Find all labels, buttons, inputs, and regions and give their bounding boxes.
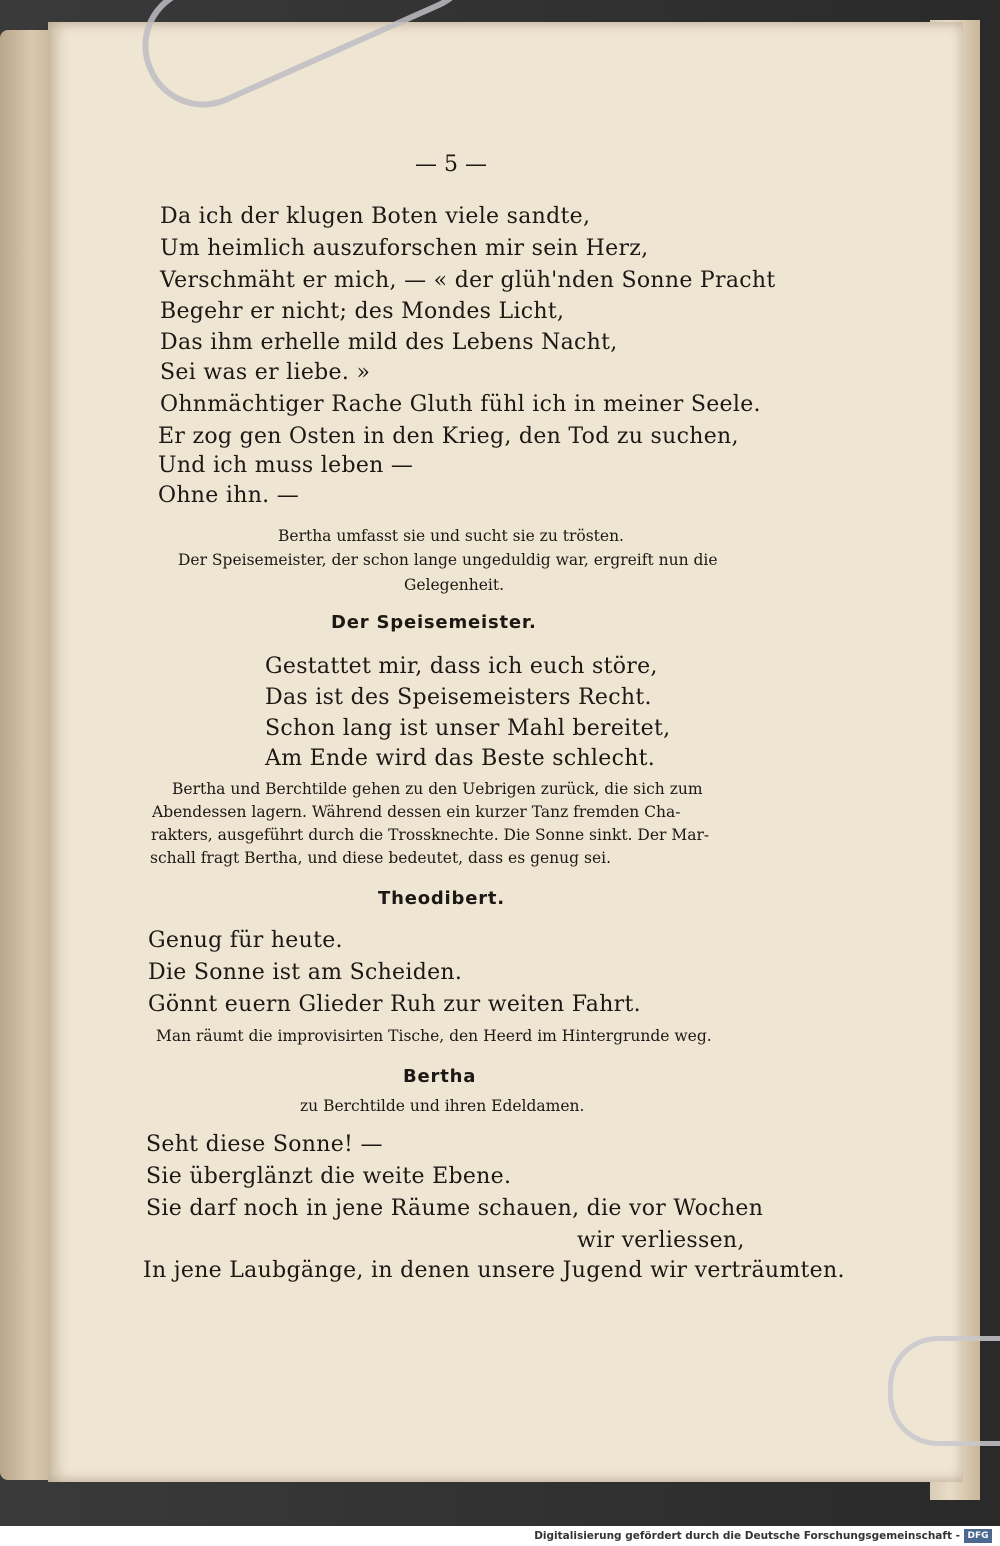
stage-direction: Bertha umfasst sie und sucht sie zu trösten.	[278, 527, 624, 545]
verse-line: Schon lang ist unser Mahl bereitet,	[265, 716, 671, 741]
verse-line: Die Sonne ist am Scheiden.	[148, 960, 463, 985]
verse-line: Und ich muss leben —	[158, 453, 414, 478]
verse-line: Begehr er nicht; des Mondes Licht,	[160, 299, 565, 324]
stage-direction: Der Speisemeister, der schon lange ungeduldig war, ergreift nun die	[178, 551, 718, 569]
verse-line: Gestattet mir, dass ich euch störe,	[265, 654, 658, 679]
stage-direction: schall fragt Bertha, und diese bedeutet, dass es genug sei.	[150, 849, 611, 867]
dfg-logo: DFG	[964, 1529, 992, 1543]
verse-line: Ohnmächtiger Rache Gluth fühl ich in meiner Seele.	[160, 392, 761, 417]
stage-direction: Bertha und Berchtilde gehen zu den Uebrigen zurück, die sich zum	[172, 780, 703, 798]
stage-direction: Gelegenheit.	[404, 576, 505, 594]
stage-direction: Man räumt die improvisirten Tische, den Heerd im Hintergrunde weg.	[156, 1027, 712, 1045]
verse-line: Das ihm erhelle mild des Lebens Nacht,	[160, 330, 618, 355]
verse-line: In jene Laubgänge, in denen unsere Jugend wir verträumten.	[143, 1258, 845, 1283]
speaker-name: Der Speisemeister.	[331, 612, 537, 633]
paper-clip-right	[888, 1336, 1000, 1446]
speaker-name: Bertha	[403, 1066, 477, 1087]
verse-line: Sie überglänzt die weite Ebene.	[146, 1164, 512, 1189]
footer-bar	[0, 1526, 1000, 1546]
stage-direction: Abendessen lagern. Während dessen ein kurzer Tanz fremden Cha-	[152, 803, 681, 821]
verse-line: Seht diese Sonne! —	[146, 1132, 383, 1157]
verse-line: Ohne ihn. —	[158, 483, 300, 508]
verse-line: Um heimlich auszuforschen mir sein Herz,	[160, 236, 649, 261]
verse-line: Gönnt euern Glieder Ruh zur weiten Fahrt.	[148, 992, 641, 1017]
verse-line: Das ist des Speisemeisters Recht.	[265, 685, 652, 710]
left-page-edge	[0, 30, 52, 1480]
verse-line: Sei was er liebe. »	[160, 360, 371, 385]
speaker-note: zu Berchtilde und ihren Edeldamen.	[300, 1097, 585, 1115]
stage-direction: rakters, ausgeführt durch die Trossknechte. Die Sonne sinkt. Der Mar-	[151, 826, 710, 844]
speaker-name: Theodibert.	[378, 888, 505, 909]
verse-line: Genug für heute.	[148, 928, 343, 953]
verse-line: Er zog gen Osten in den Krieg, den Tod zu suchen,	[158, 424, 739, 449]
verse-line: Verschmäht er mich, — « der glüh'nden Sonne Pracht	[160, 268, 776, 293]
footer-credit: Digitalisierung gefördert durch die Deutsche Forschungsgemeinschaft -	[534, 1530, 960, 1542]
verse-line: Sie darf noch in jene Räume schauen, die vor Wochen	[146, 1196, 764, 1221]
verse-line: Am Ende wird das Beste schlecht.	[265, 746, 656, 771]
page-number: — 5 —	[415, 152, 487, 177]
verse-line: wir verliessen,	[577, 1228, 745, 1253]
verse-line: Da ich der klugen Boten viele sandte,	[160, 204, 591, 229]
